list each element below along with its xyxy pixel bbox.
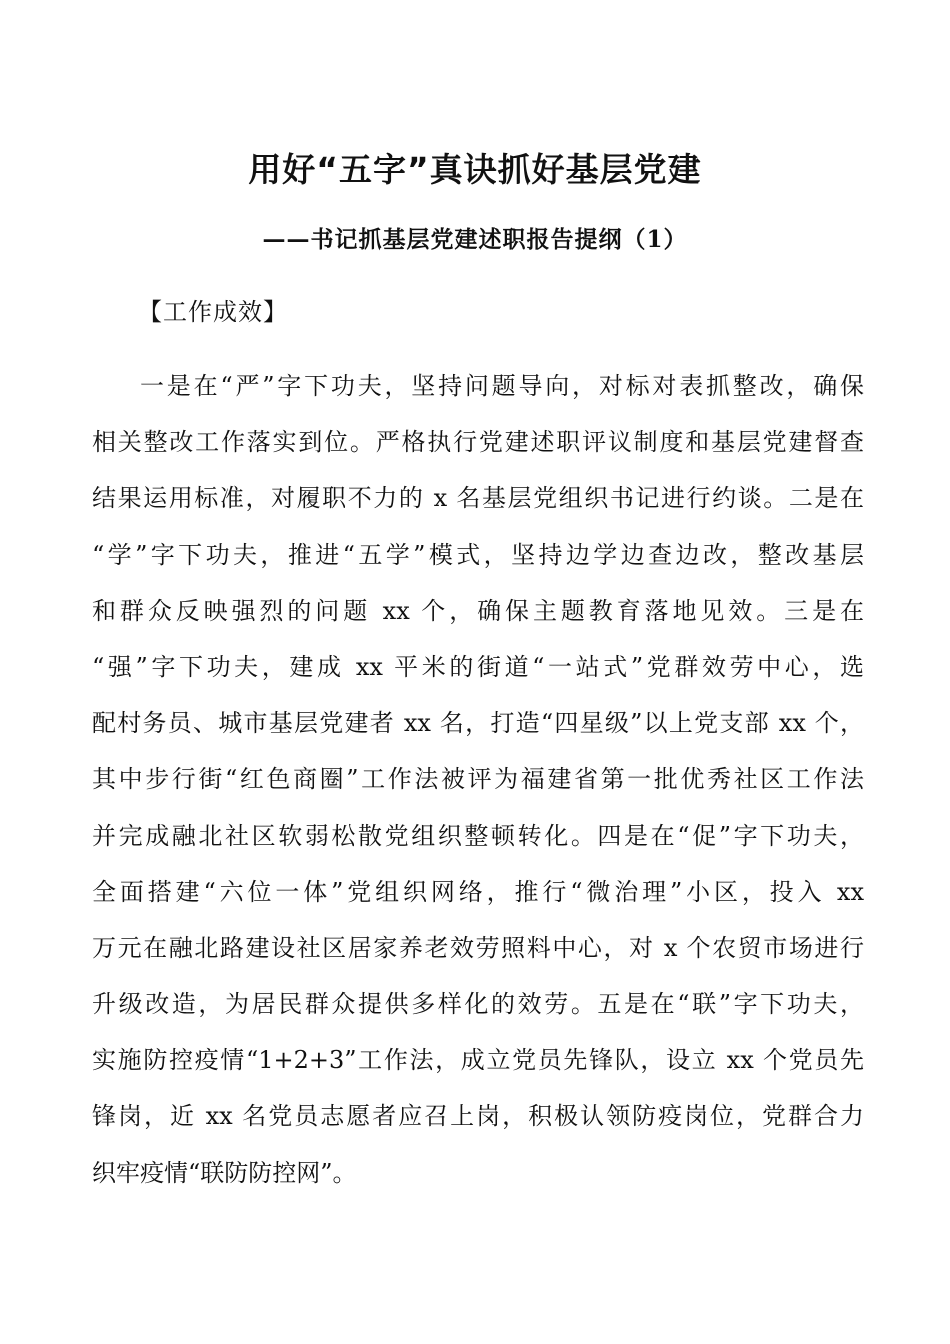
paragraph-line: 实施防控疫情“1+2+3”工作法，成立党员先锋队，设立 xx 个党员先 [92,1046,864,1075]
paragraph-line: 锋岗，近 xx 名党员志愿者应召上岗，积极认领防疫岗位，党群合力 [92,1102,864,1131]
paragraph-line: 织牢疫情“联防防控网”。 [92,1158,357,1187]
paragraph-line: 一是在“严”字下功夫，坚持问题导向，对标对表抓整改，确保 [140,372,864,400]
paragraph-line: 升级改造，为居民群众提供多样化的效劳。五是在“联”字下功夫， [92,990,864,1019]
paragraph-line: 结果运用标准，对履职不力的 x 名基层党组织书记进行约谈。二是在 [92,484,864,513]
paragraph-line: 并完成融北社区软弱松散党组织整顿转化。四是在“促”字下功夫， [92,821,864,850]
paragraph-line: “学”字下功夫，推进“五学”模式，坚持边学边查边改，整改基层 [92,540,864,569]
document-subtitle: ——书记抓基层党建述职报告提纲（1） [262,226,688,253]
paragraph-line: 和群众反映强烈的问题 xx 个，确保主题教育落地见效。三是在 [92,596,864,625]
paragraph-line: 全面搭建“六位一体”党组织网络，推行“微治理”小区，投入 xx [92,877,864,906]
body-paragraph [92,358,864,1201]
paragraph-line: 配村务员、城市基层党建者 xx 名，打造“四星级”以上党支部 xx 个， [92,709,864,738]
document-title: 用好“五字”真诀抓好基层党建 [248,150,702,189]
paragraph-line: “强”字下功夫，建成 xx 平米的街道“一站式”党群效劳中心，选 [92,652,864,681]
section-heading: 【工作成效】 [138,298,288,326]
paragraph-line: 其中步行街“红色商圈”工作法被评为福建省第一批优秀社区工作法 [92,765,864,794]
paragraph-line: 相关整改工作落实到位。严格执行党建述职评议制度和基层党建督查 [92,428,864,457]
paragraph-line: 万元在融北路建设社区居家养老效劳照料中心，对 x 个农贸市场进行 [92,933,864,962]
